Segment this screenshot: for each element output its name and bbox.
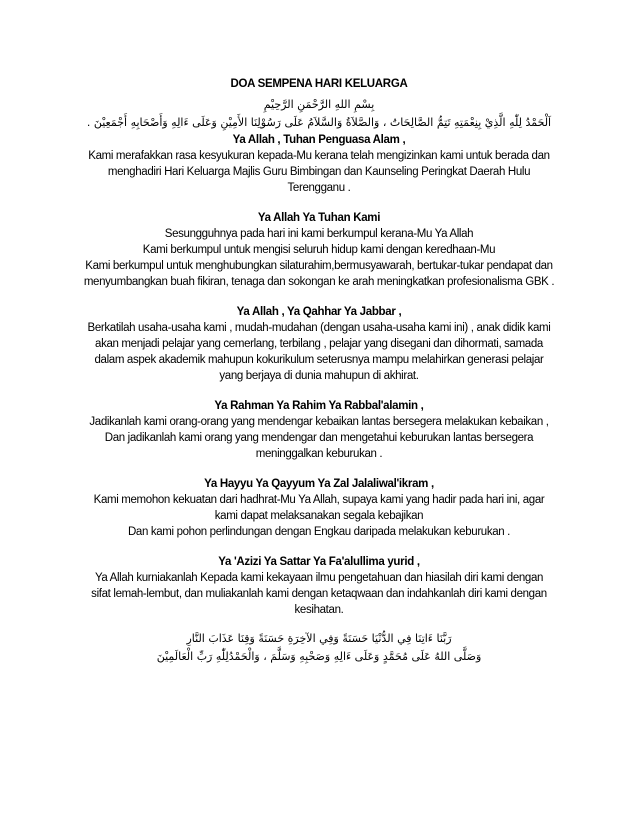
section-heading: Ya Rahman Ya Rahim Ya Rabbal'alamin , [214,400,424,412]
section-6 [88,554,550,618]
section-line: Dan jadikanlah kami orang yang mendengar dan mengetahui keburukan lantas bersegera [104,432,534,444]
section-line: Kami berkumpul untuk mengisi seluruh hidup kami dengan keredhaan-Mu [142,244,496,256]
section-line: Berkatilah usaha-usaha kami , mudah-mudahan (dengan usaha-usaha kami ini) , anak didik kami [87,322,551,334]
section-line: dalam aspek akademik mahupun kokurikulum seterusnya mampu melahirkan generasi pelajar [94,354,544,366]
section-3 [88,304,550,384]
section-line: kesihatan. [294,604,344,616]
section-line: sifat lemah-lembut, dan muliakanlah kami dengan ketaqwaan dan indahkanlah diri kami dengan [91,588,547,600]
section-heading: Ya Allah , Tuhan Penguasa Alam , [232,134,406,146]
section-line: Terengganu . [287,182,351,194]
section-4 [88,398,550,462]
opening-arabic: اَلْحَمْدُ لِلّٰهِ الَّذِيْ بِنِعْمَتِهِ تَتِمُّ الصَّالِحَاتُ ، وَالصَّلاَةُ وَالسَّلاَمُ عَلَى رَسُوْلِنَا الأَمِيْنِ وَعَلَى ءَالِهِ وَأَصْحَابِهِ أَجْمَعِيْنَ . [86,116,552,129]
section-line: meninggalkan keburukan . [255,448,383,460]
section-heading: Ya 'Azizi Ya Sattar Ya Fa'alullima yurid , [218,556,420,568]
section-line: Sesungguhnya pada hari ini kami berkumpul kerana-Mu Ya Allah [164,228,474,240]
section-line: Kami berkumpul untuk menghubungkan silaturahim,bermusyawarah, bertukar-tukar pendapat dan [85,260,553,272]
section-line: Ya Allah kurniakanlah Kepada kami kekayaan ilmu pengetahuan dan hiasilah diri kami dengan [94,572,544,584]
section-heading: Ya Hayyu Ya Qayyum Ya Zal Jalaliwal'ikram , [204,478,434,490]
section-5 [88,476,550,540]
section-line: kami dapat melaksanakan segala kebajikan [214,510,424,522]
section-line: Jadikanlah kami orang-orang yang mendengar kebaikan lantas bersegera melakukan kebaikan , [89,416,549,428]
section-heading: Ya Allah , Ya Qahhar Ya Jabbar , [236,306,402,318]
section-line: akan menjadi pelajar yang cemerlang, terbilang , pelajar yang disegani dan dihormati, samada [95,338,543,350]
closing-arabic-line: وَصَلَّى اللهُ عَلَى مُحَمَّدٍ وَعَلَى ءَالِهِ وَصَحْبِهِ وَسَلَّمَ ، وَالْحَمْدُلِلّٰهِ رَبِّ الْعَالَمِيْنَ [156,650,482,663]
section-heading: Ya Allah Ya Tuhan Kami [257,212,381,224]
section-line: Kami merafakkan rasa kesyukuran kepada-Mu kerana telah mengizinkan kami untuk berada dan [88,150,550,162]
section-1 [88,132,550,196]
document-title: DOA SEMPENA HARI KELUARGA [230,78,408,90]
section-line: menyumbangkan buah fikiran, tenaga dan sokongan ke arah meningkatkan profesionalisma GBK . [83,276,555,288]
section-line: yang berjaya di dunia mahupun di akhirat. [219,370,419,382]
basmalah: بِسْمِ اللهِ الرَّحْمَنِ الرَّحِيْمِ [263,98,375,111]
section-line: menghadiri Hari Keluarga Majlis Guru Bimbingan dan Kaunseling Peringkat Daerah Hulu [107,166,531,178]
section-line: Kami memohon kekuatan dari hadhrat-Mu Ya Allah, supaya kami yang hadir pada hari ini, agar [93,494,545,506]
section-line: Dan kami pohon perlindungan dengan Engkau daripada melakukan keburukan . [127,526,511,538]
section-2 [83,210,555,290]
closing-arabic-line: رَبَّنَا ءَاتِنَا فِي الدُّنْيَا حَسَنَةً وَفِي الآخِرَةِ حَسَنَةً وَقِنَا عَذَابَ النَّارِ [186,632,452,645]
